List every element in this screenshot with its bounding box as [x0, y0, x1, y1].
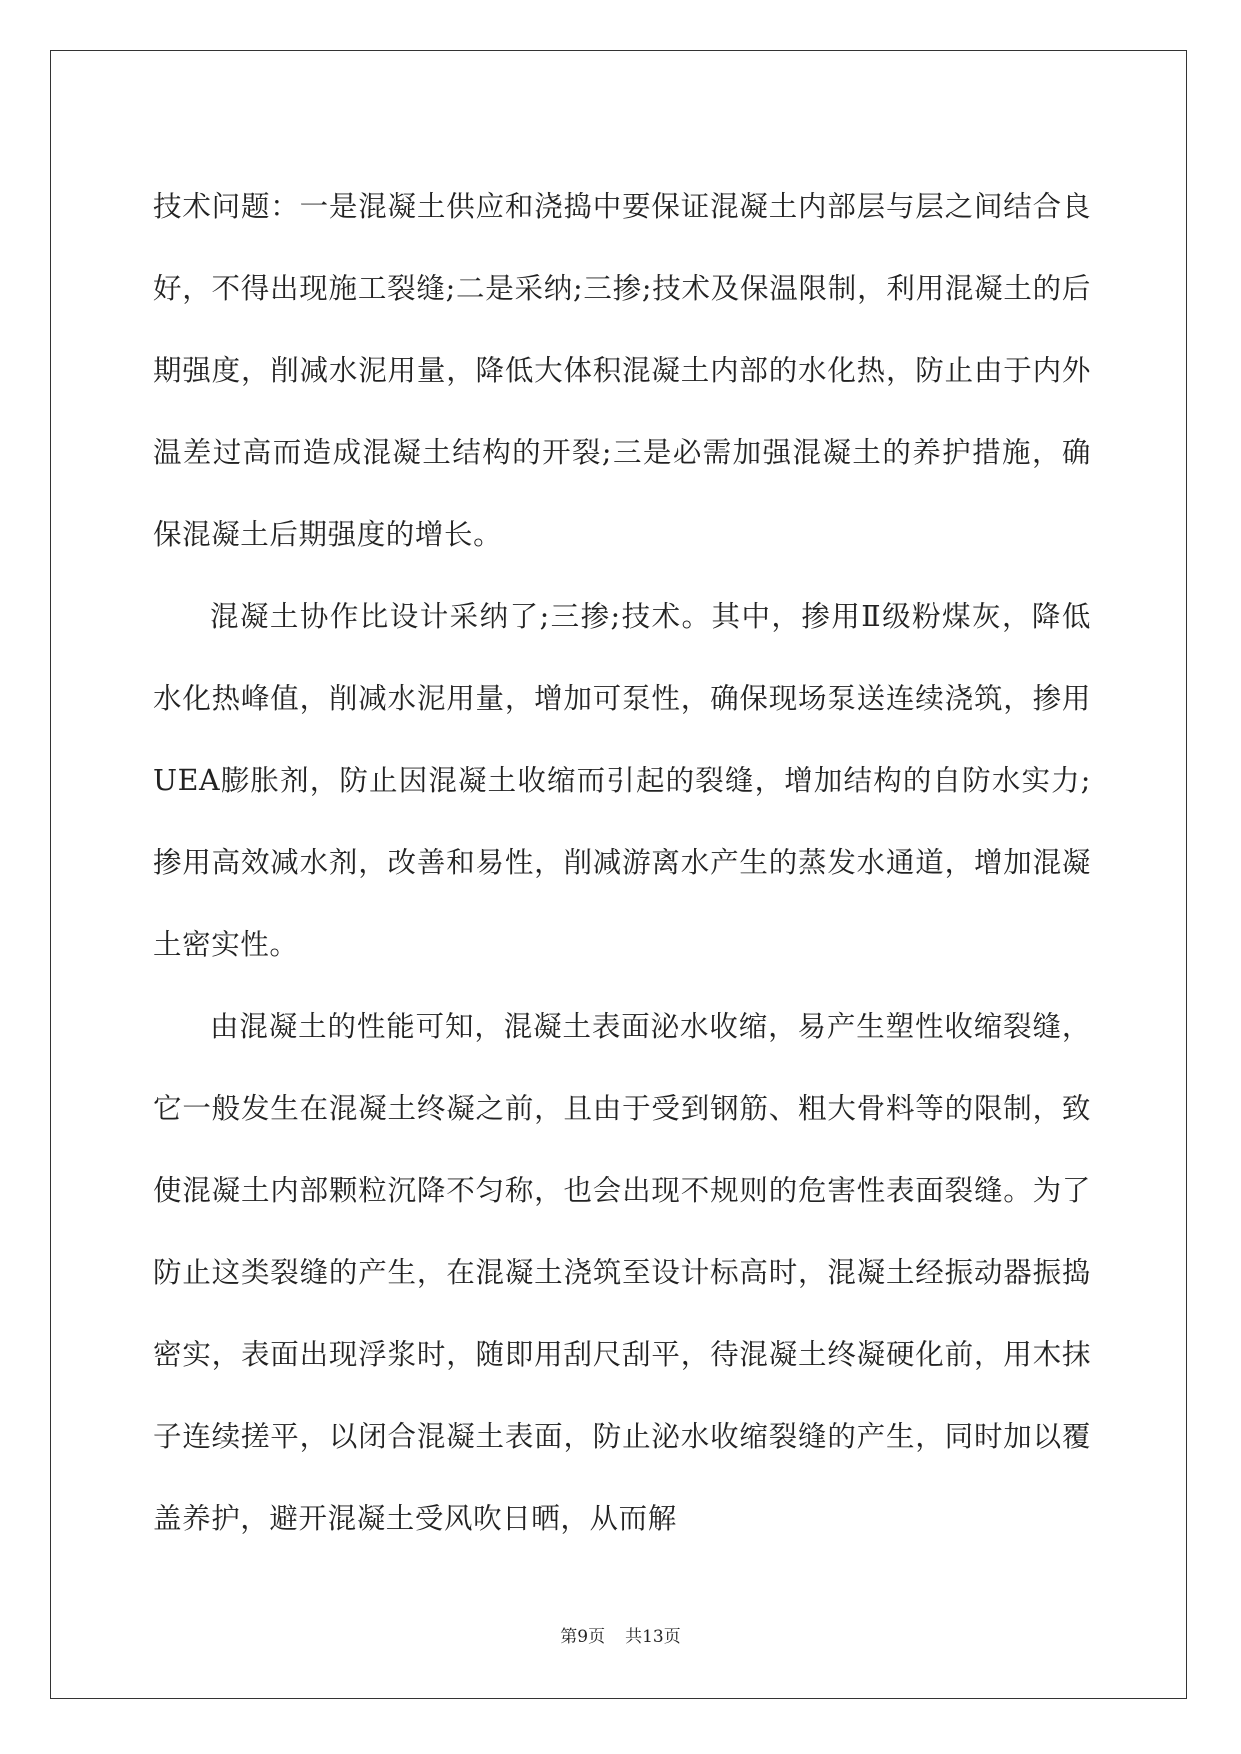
- paragraph-3: 由混凝土的性能可知，混凝土表面泌水收缩，易产生塑性收缩裂缝，它一般发生在混凝土终凝之前，且由于受到钢筋、粗大骨料等的限制，致使混凝土内部颗粒沉降不匀称，也会出现不规则的危害性表面裂缝。为了防止这类裂缝的产生，在混凝土浇筑至设计标高时，混凝土经振动器振捣密实，表面出现浮浆时，随即用刮尺刮平，待混凝土终凝硬化前，用木抹子连续搓平，以闭合混凝土表面，防止泌水收缩裂缝的产生，同时加以覆盖养护，避开混凝土受风吹日晒，从而解: [153, 1010, 1091, 1535]
- paragraph-2: 混凝土协作比设计采纳了;三掺;技术。其中，掺用Ⅱ级粉煤灰，降低水化热峰值，削减水泥用量，增加可泵性，确保现场泵送连续浇筑，掺用UEA膨胀剂，防止因混凝土收缩而引起的裂缝，增加结构的自防水实力;掺用高效减水剂，改善和易性，削减游离水产生的蒸发水通道，增加混凝土密实性。: [153, 600, 1091, 961]
- page-total: 共13页: [625, 1627, 681, 1647]
- document-body: [153, 166, 1091, 1560]
- page-footer: [0, 1622, 1241, 1647]
- page-number: 第9页: [560, 1627, 606, 1647]
- paragraph-1: 技术问题：一是混凝土供应和浇捣中要保证混凝土内部层与层之间结合良好，不得出现施工裂缝;二是采纳;三掺;技术及保温限制，利用混凝土的后期强度，削减水泥用量，降低大体积混凝土内部的水化热，防止由于内外温差过高而造成混凝土结构的开裂;三是必需加强混凝土的养护措施，确保混凝土后期强度的增长。: [153, 190, 1091, 551]
